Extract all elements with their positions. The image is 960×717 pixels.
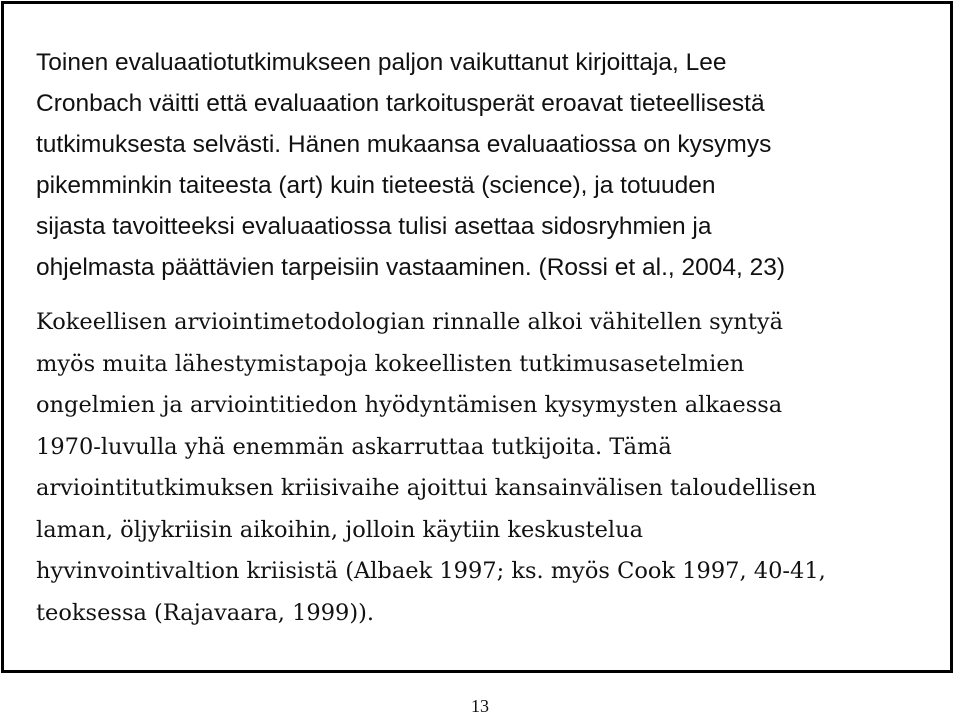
paragraph-line: laman, öljykriisin aikoihin, jolloin käytiin keskustelua [36, 516, 643, 543]
paragraph-line: Kokeellisen arviointimetodologian rinnalle alkoi vähitellen syntyä [36, 309, 784, 335]
paragraph-line: teoksessa (Rajavaara, 1999)). [36, 599, 375, 626]
paragraph-line: Cronbach väitti että evaluaation tarkoitusperät eroavat tieteellisestä [36, 90, 765, 117]
paragraph-line: sijasta tavoitteeksi evaluaatiossa tulisi asettaa sidosryhmien ja [36, 213, 712, 240]
paragraph-line: ongelmien ja arviointitiedon hyödyntämisen kysymysten alkaessa [36, 392, 783, 418]
paragraph-line: arviointitutkimuksen kriisivaihe ajoittui kansainvälisen taloudellisen [36, 475, 817, 501]
paragraph-line: ohjelmasta päättävien tarpeisiin vastaaminen. (Rossi et al., 2004, 23) [36, 254, 786, 281]
paragraph-line: 1970-luvulla yhä enemmän askarruttaa tutkijoita. Tämä [36, 433, 672, 460]
paragraph-line: pikemminkin taiteesta (art) kuin tieteestä (science), ja totuuden [36, 172, 716, 199]
paragraph-line: hyvinvointivaltion kriisistä (Albaek 1997; ks. myös Cook 1997, 40-41, [36, 558, 826, 584]
paragraph-line: myös muita lähestymistapoja kokeellisten tutkimusasetelmien [36, 350, 745, 377]
paragraph-line: tutkimuksesta selvästi. Hänen mukaansa evaluaatiossa on kysymys [36, 131, 772, 158]
page-number: 13 [471, 696, 489, 716]
paragraph-cronbach [36, 42, 785, 288]
paragraph-methodology [36, 302, 826, 634]
paragraph-line: Toinen evaluaatiotutkimukseen paljon vaikuttanut kirjoittaja, Lee [36, 49, 727, 76]
